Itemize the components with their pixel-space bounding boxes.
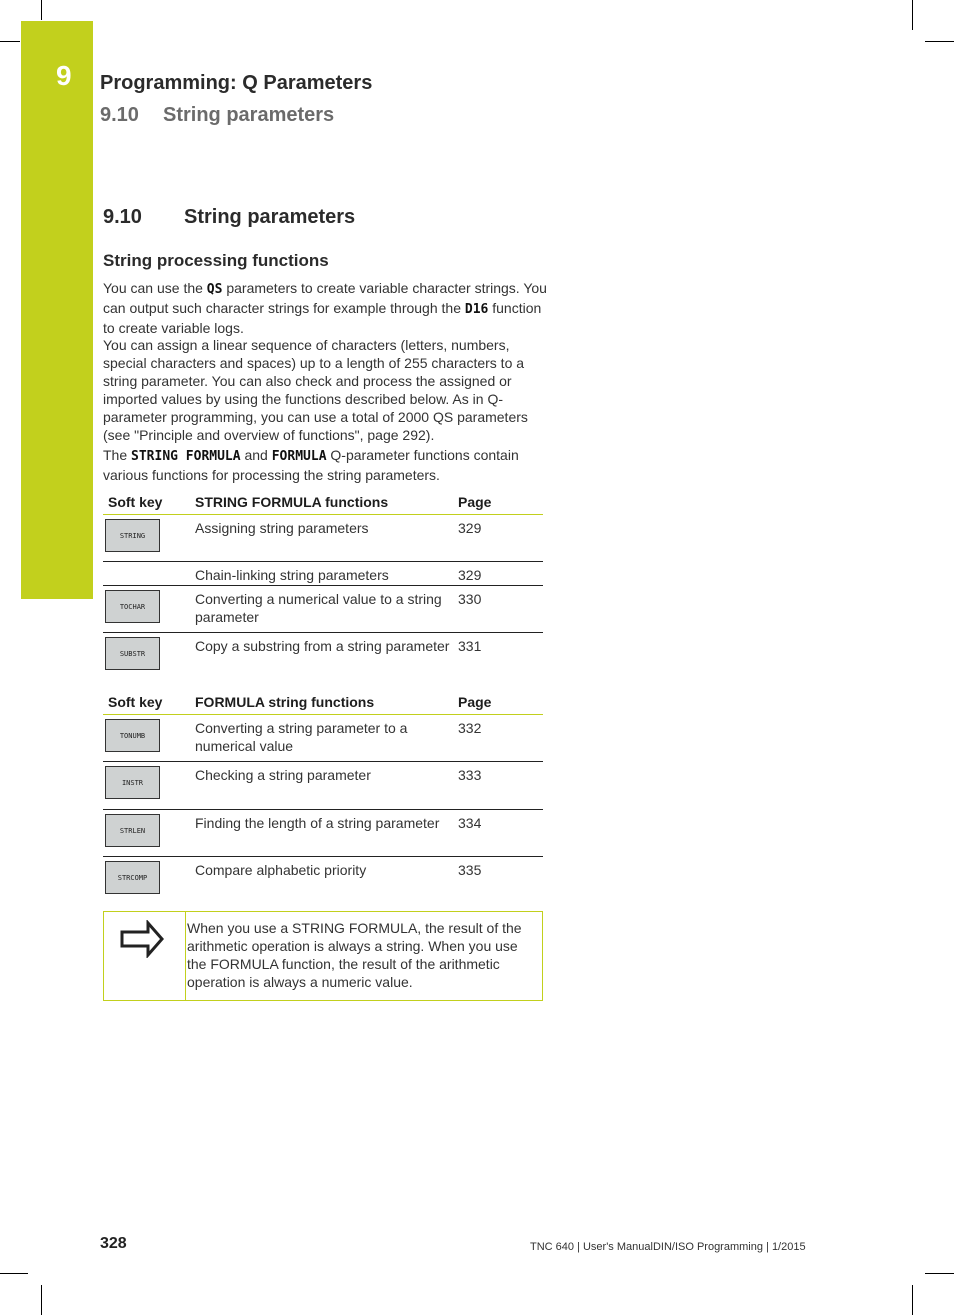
page-ref: 331 xyxy=(458,638,482,654)
paragraph-2: You can assign a linear sequence of characters (letters, numbers, special characters and spaces) up to a length of 255 characters to a string parameter. You can also check and process the assigned or imported values by using the functions described below. As in Q-parameter programming, you can use a total of 2000 QS parameters (see "Principle and overview of functions", page 292). xyxy=(103,337,528,443)
function-desc: Converting a numerical value to a string parameter xyxy=(190,586,453,633)
table-header-row xyxy=(103,688,543,715)
crop-mark xyxy=(0,41,20,42)
string-formula-table xyxy=(103,488,543,680)
text: function to create variable logs. xyxy=(103,300,542,336)
column-header: Soft key xyxy=(103,488,190,515)
arrow-right-icon xyxy=(120,920,164,958)
page-ref: 329 xyxy=(453,562,543,586)
column-header: STRING FORMULA functions xyxy=(190,488,453,515)
running-header-section xyxy=(100,104,334,127)
column-header: Page xyxy=(453,688,543,715)
text: Q-parameter functions contain various functions for processing the string parameters. xyxy=(103,447,519,483)
table-row xyxy=(103,715,543,762)
softkey-strcomp[interactable]: STRCOMP xyxy=(105,861,160,894)
chapter-number: 9 xyxy=(56,60,72,91)
page-ref: 333 xyxy=(453,762,543,810)
section-number: 9.10 xyxy=(103,206,142,228)
softkey-string[interactable]: STRING xyxy=(105,519,160,552)
page-ref: 334 xyxy=(453,810,543,857)
text: You can use the xyxy=(103,280,207,296)
paragraph-3 xyxy=(103,446,528,484)
crop-mark xyxy=(912,0,913,30)
text: The xyxy=(103,447,132,463)
crop-mark xyxy=(41,0,42,20)
softkey-substr[interactable]: SUBSTR xyxy=(105,637,160,670)
crop-mark xyxy=(41,1285,42,1315)
table-row xyxy=(103,586,543,633)
page-ref: 330 xyxy=(453,586,543,633)
page-ref: 329 xyxy=(453,515,543,562)
column-header: Page xyxy=(453,488,543,515)
chapter-tab xyxy=(21,21,93,599)
table-header-row xyxy=(103,488,543,515)
keyword: QS xyxy=(206,282,223,297)
function-desc: Assigning string parameters xyxy=(190,515,453,562)
table-row xyxy=(103,633,543,680)
keyword: D16 xyxy=(464,302,489,317)
softkey-instr[interactable]: INSTR xyxy=(105,766,160,799)
paragraph-1 xyxy=(103,279,548,337)
page-ref: 335 xyxy=(458,862,482,878)
softkey-strlen[interactable]: STRLEN xyxy=(105,814,160,847)
note-box xyxy=(103,911,543,1001)
crop-mark xyxy=(925,41,954,42)
text: and xyxy=(240,447,272,463)
page-number: 328 xyxy=(100,1235,127,1252)
keyword: FORMULA xyxy=(271,449,327,464)
softkey-tonumb[interactable]: TONUMB xyxy=(105,719,160,752)
softkey-tochar[interactable]: TOCHAR xyxy=(105,590,160,623)
table-row xyxy=(103,857,543,904)
running-header-title: String parameters xyxy=(163,104,335,126)
softkey-cell xyxy=(103,562,190,586)
table-row xyxy=(103,762,543,810)
footer-text: TNC 640 | User's ManualDIN/ISO Programming | 1/2015 xyxy=(530,1241,806,1253)
softkey-cell xyxy=(103,586,190,633)
text: parameters to create variable character strings. You can output such character strings for example through the xyxy=(103,280,547,316)
softkey-cell xyxy=(103,515,190,562)
function-desc: Finding the length of a string parameter xyxy=(190,810,453,857)
keyword: STRING FORMULA xyxy=(131,449,241,464)
function-desc: Copy a substring from a string parameter xyxy=(195,638,450,654)
column-header: FORMULA string functions xyxy=(190,688,453,715)
softkey-cell xyxy=(103,715,190,762)
softkey-cell xyxy=(103,762,190,810)
note-text: When you use a STRING FORMULA, the result of the arithmetic operation is always a string. When you use the FORMULA function, the result of the arithmetic operation is always a numeric value. xyxy=(187,920,522,990)
crop-mark xyxy=(925,1273,954,1274)
page-ref: 332 xyxy=(453,715,543,762)
softkey-cell xyxy=(103,810,190,857)
note-divider xyxy=(185,912,186,1000)
table-row xyxy=(103,515,543,562)
subsection-title: String processing functions xyxy=(103,251,329,270)
chapter-title: Programming: Q Parameters xyxy=(100,72,373,94)
column-header: Soft key xyxy=(103,688,190,715)
table-row xyxy=(103,810,543,857)
function-desc: Checking a string parameter xyxy=(190,762,453,810)
section-title xyxy=(103,206,355,229)
section-title-text: String parameters xyxy=(184,206,356,228)
running-header-num: 9.10 xyxy=(100,104,139,126)
softkey-cell xyxy=(103,633,190,680)
function-desc: Converting a string parameter to a numerical value xyxy=(190,715,453,762)
formula-string-table xyxy=(103,688,543,904)
function-desc: Compare alphabetic priority xyxy=(195,862,367,878)
crop-mark xyxy=(0,1273,28,1274)
crop-mark xyxy=(912,1285,913,1315)
function-desc: Chain-linking string parameters xyxy=(190,562,453,586)
table-row xyxy=(103,562,543,586)
softkey-cell xyxy=(103,857,190,904)
